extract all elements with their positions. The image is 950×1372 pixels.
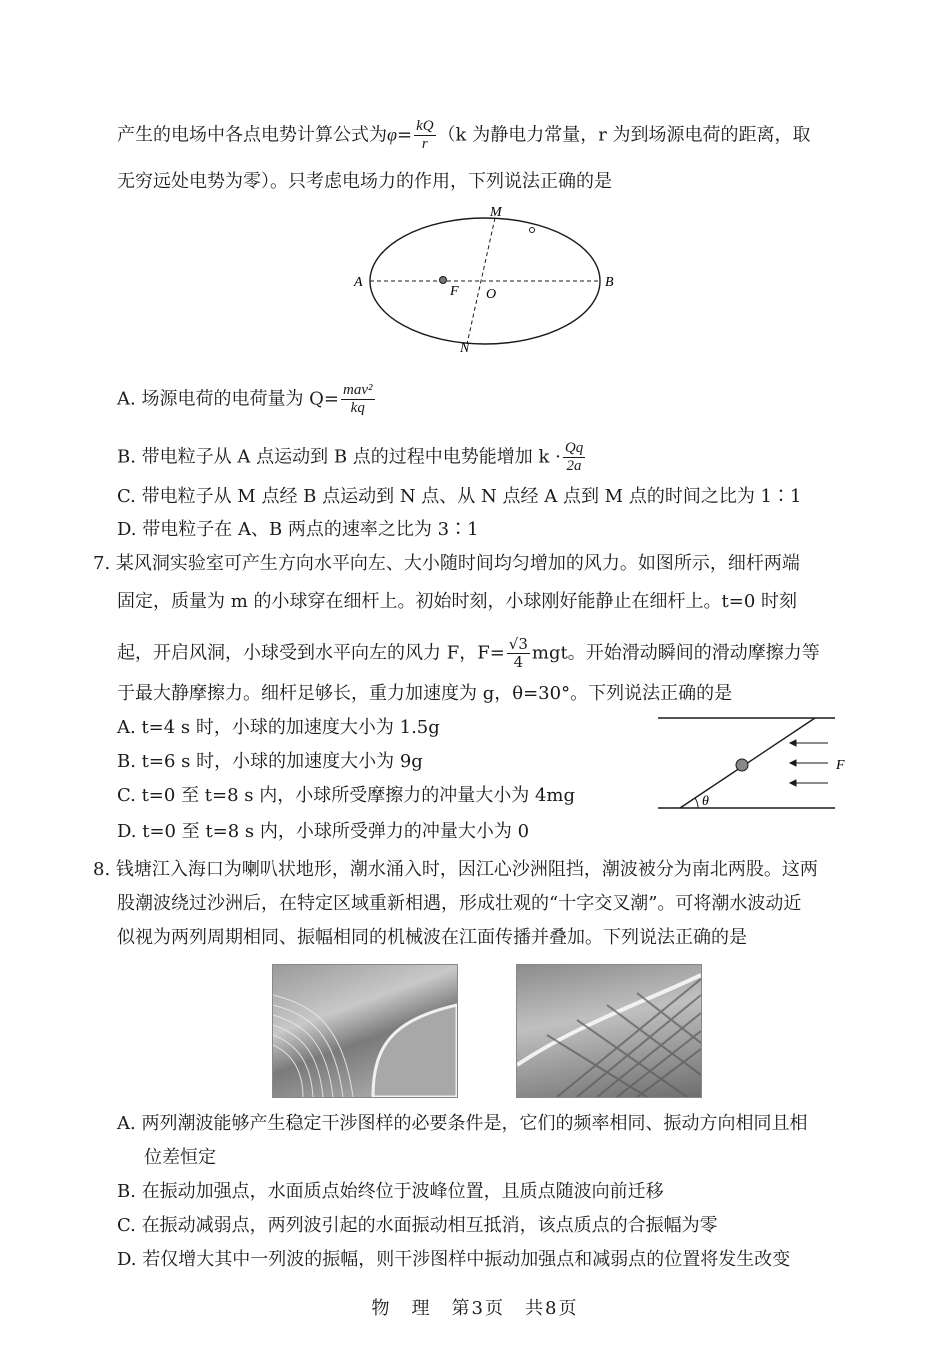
q6-intro-line2: 无穷远处电势为零）。只考虑电场力的作用，下列说法正确的是 [117,171,612,192]
q7-option-a: A. t=4 s 时，小球的加速度大小为 1.5g [117,717,440,738]
fraction-denominator: kq [350,400,365,416]
q6-option-c: C. 带电粒子从 M 点经 B 点运动到 N 点、从 N 点经 A 点到 M 点的时间之比为 1∶1 [117,486,802,507]
label-M: M [490,205,502,220]
q8-option-c: C. 在振动减弱点，两列波引起的水面振动相互抵消，该点质点的合振幅为零 [117,1215,718,1236]
q8-line2: 股潮波绕过沙洲后，在特定区域重新相遇，形成壮观的“十字交叉潮”。可将潮水波动近 [117,893,802,914]
q7-option-b: B. t=6 s 时，小球的加速度大小为 9g [117,751,423,772]
theta-arc [695,798,698,808]
tide-photo-right [516,964,702,1098]
q6-option-b [117,440,587,475]
fraction-numerator: √3 [508,635,528,653]
q6-option-a-fraction [341,382,375,417]
q7-option-c: C. t=0 至 t=8 s 内，小球所受摩擦力的冲量大小为 4mg [117,785,575,806]
tide-photo-left [272,964,458,1098]
q8-line3: 似视为两列周期相同、振幅相同的机械波在江面传播并叠加。下列说法正确的是 [117,927,747,948]
q8-option-a-line1: A. 两列潮波能够产生稳定干涉图样的必要条件是，它们的频率相同、振动方向相同且相 [117,1113,808,1134]
wind-arrows [790,740,828,786]
q7-line3-text-a: 起，开启风洞，小球受到水平向左的风力 F，F= [117,642,505,664]
label-B: B [605,275,614,290]
potential-fraction [414,118,436,153]
equals-sign: = [396,124,413,146]
fraction-denominator: 4 [513,653,524,671]
q7-line3 [117,636,820,671]
q8-option-b: B. 在振动加强点，水面质点始终位于波峰位置，且质点随波向前迁移 [117,1181,664,1202]
fraction-numerator: mav² [343,382,373,398]
q6-option-a-text: A. 场源电荷的电荷量为 Q= [117,388,340,410]
q6-intro-line1 [117,118,811,153]
label-N: N [460,341,470,356]
q8-line1: 8. 钱塘江入海口为喇叭状地形，潮水涌入时，因江心沙洲阻挡，潮波被分为南北两股。这两 [93,859,818,880]
q6-option-b-text: B. 带电粒子从 A 点运动到 B 点的过程中电势能增加 k · [117,446,561,468]
particle [530,228,535,233]
label-O: O [486,287,497,302]
q7-line4: 于最大静摩擦力。细杆足够长，重力加速度为 g，θ=30°。下列说法正确的是 [117,683,733,704]
label-F-wind: F [836,758,845,773]
q6-intro-text-a: 产生的电场中各点电势计算公式为 [117,124,387,146]
fraction-numerator: kQ [416,118,434,134]
fraction-numerator: Qq [564,440,584,456]
q8-option-d: D. 若仅增大其中一列波的振幅，则干涉图样中振动加强点和减弱点的位置将发生改变 [117,1249,791,1270]
q6-option-b-fraction [563,440,585,475]
q8-option-a-line2: 位差恒定 [144,1147,216,1168]
small-ball [736,759,748,771]
label-A: A [354,275,363,290]
inclined-rod-diagram [650,710,860,820]
label-F: F [450,284,459,299]
fraction-denominator: r [421,136,428,152]
phi-symbol: φ [387,124,397,145]
focus-charge [440,277,447,284]
label-theta: θ [702,794,709,809]
tide-photo-right-waves [517,965,701,1097]
tide-photo-left-waves [273,965,457,1097]
q6-option-a [117,382,377,417]
fraction-denominator: 2a [566,458,582,474]
ellipse-orbit-diagram [340,200,630,360]
q6-intro-text-b: （k 为静电力常量，r 为到场源电荷的距离，取 [437,124,811,146]
q7-line1: 7. 某风洞实验室可产生方向水平向左、大小随时间均匀增加的风力。如图所示，细杆两端 [93,553,800,574]
q7-line2: 固定，质量为 m 的小球穿在细杆上。初始时刻，小球刚好能静止在细杆上。t=0 时刻 [117,591,797,612]
q7-line3-text-b: mgt。开始滑动瞬间的滑动摩擦力等 [531,642,820,664]
sqrt3-over-4-fraction [507,636,530,671]
page-footer: 物 理 第3页 共8页 [371,1298,579,1319]
q7-option-d: D. t=0 至 t=8 s 内，小球所受弹力的冲量大小为 0 [117,821,530,842]
q6-option-d: D. 带电粒子在 A、B 两点的速率之比为 3∶1 [117,519,479,540]
